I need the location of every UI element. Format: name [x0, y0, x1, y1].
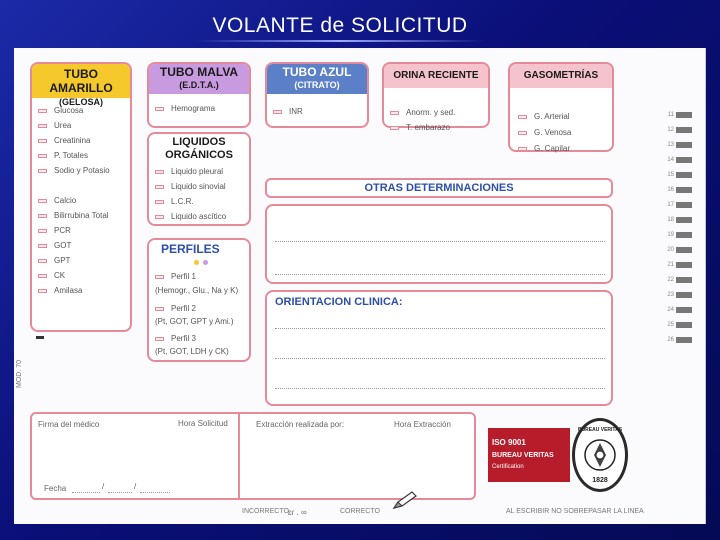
check-inr[interactable] [273, 107, 303, 116]
checkbox[interactable] [273, 110, 282, 114]
check-g-capilar[interactable] [518, 144, 570, 153]
incorrecto-label: INCORRECTO [242, 508, 289, 515]
panel-tubo-amarillo [30, 62, 132, 332]
checkbox[interactable] [38, 124, 47, 128]
item-label: Liquido ascítico [171, 212, 227, 221]
footer-divider [238, 414, 240, 498]
side-bar [676, 337, 692, 343]
pen-icon [392, 490, 418, 515]
check-liquido-pleural[interactable] [155, 167, 223, 176]
warning-text: AL ESCRIBIR NO SOBREPASAR LA LINEA [506, 508, 644, 515]
side-number: 25 [667, 322, 674, 328]
checkbox[interactable] [518, 115, 527, 119]
item-label: Amilasa [54, 286, 83, 295]
side-number: 23 [667, 292, 674, 298]
panel-tubo-azul-header [267, 64, 367, 94]
checkbox[interactable] [38, 259, 47, 263]
side-number: 13 [667, 142, 674, 148]
check-glucosa[interactable] [38, 106, 83, 115]
item-label: Perfil 3 [171, 334, 196, 343]
check-sodio-potasio[interactable] [38, 166, 110, 175]
bureau-veritas-seal [572, 418, 628, 492]
item-label: Calcio [54, 196, 77, 205]
check-creatinina[interactable] [38, 136, 90, 145]
side-number: 17 [667, 202, 674, 208]
side-number: 19 [667, 232, 674, 238]
item-label: GOT [54, 241, 72, 250]
mod-label: MOD. 70 [16, 359, 23, 388]
iso-line1: ISO 9001 [492, 438, 526, 447]
check-hemograma[interactable] [155, 104, 215, 113]
writing-line [275, 274, 605, 275]
side-bar [676, 157, 692, 163]
checkbox[interactable] [518, 147, 527, 151]
yellow-dot-icon [194, 260, 199, 265]
orientacion-title: ORIENTACION CLINICA: [275, 296, 403, 308]
side-bar [676, 277, 692, 283]
pen-svg [392, 490, 418, 510]
checkbox[interactable] [155, 215, 164, 219]
check-bilirrubina[interactable] [38, 211, 109, 220]
firma-medico-label: Firma del médico [38, 420, 100, 429]
item-label: Liquido sinovial [171, 182, 226, 191]
iso-line3: Certification [492, 464, 524, 470]
seal-year: 1828 [592, 477, 608, 484]
check-g-arterial[interactable] [518, 112, 570, 121]
checkbox[interactable] [390, 126, 399, 130]
side-bar [676, 247, 692, 253]
checkbox[interactable] [518, 131, 527, 135]
checkbox[interactable] [155, 107, 164, 111]
extraccion-label: Extracción realizada por: [256, 420, 345, 429]
orina-title: ORINA RECIENTE [384, 64, 488, 88]
panel-tubo-azul [265, 62, 369, 128]
checkbox[interactable] [38, 109, 47, 113]
check-p-totales[interactable] [38, 151, 88, 160]
item-label: Sodio y Potasio [54, 166, 110, 175]
perfiles-title: PERFILES [149, 240, 249, 258]
check-amilasa[interactable] [38, 286, 82, 295]
orientacion-input-area[interactable] [265, 290, 613, 406]
check-ck[interactable] [38, 271, 65, 280]
fecha-month-line[interactable] [108, 492, 132, 493]
checkbox[interactable] [155, 275, 164, 279]
checkbox[interactable] [38, 169, 47, 173]
correcto-label: CORRECTO [340, 508, 380, 515]
fecha-day-line[interactable] [72, 492, 100, 493]
side-bar [676, 262, 692, 268]
check-liquido-sinovial[interactable] [155, 182, 226, 191]
checkbox[interactable] [38, 274, 47, 278]
side-bar [676, 112, 692, 118]
checkbox[interactable] [155, 170, 164, 174]
item-label: Perfil 1 [171, 272, 196, 281]
item-label: P. Totales [54, 151, 88, 160]
check-perfil-3[interactable] [155, 334, 196, 343]
checkbox[interactable] [390, 111, 399, 115]
side-number: 21 [667, 262, 674, 268]
check-t-embarazo[interactable] [390, 123, 450, 132]
panel-perfiles [147, 238, 251, 362]
slide-title: VOLANTE de SOLICITUD [212, 14, 468, 37]
panel-tubo-amarillo-header [32, 64, 130, 107]
tubo-malva-title: TUBO MALVA [159, 65, 239, 79]
hora-solicitud-label: Hora Solicitud [178, 419, 228, 428]
otras-input-area[interactable] [265, 204, 613, 284]
side-bar [676, 142, 692, 148]
side-bar [676, 172, 692, 178]
side-number: 12 [667, 127, 674, 133]
checkbox[interactable] [155, 337, 164, 341]
item-label: Urea [54, 121, 72, 130]
check-g-venosa[interactable] [518, 128, 571, 137]
side-number: 22 [667, 277, 674, 283]
item-label: Perfil 2 [171, 304, 196, 313]
fecha-year-line[interactable] [140, 492, 170, 493]
side-number: 24 [667, 307, 674, 313]
check-got[interactable] [38, 241, 71, 250]
tubo-amarillo-subtitle: (GELOSA) [59, 97, 103, 107]
item-label: INR [289, 107, 303, 116]
request-form-sheet [14, 48, 706, 524]
item-label: G. Capilar [534, 144, 571, 153]
check-perfil-2[interactable] [155, 304, 196, 313]
title-underline [195, 40, 485, 42]
side-bar [676, 187, 692, 193]
item-label: L.C.R. [171, 197, 194, 206]
check-urea[interactable] [38, 121, 71, 130]
item-label: Creatinina [54, 136, 91, 145]
gasometrias-title: GASOMETRÍAS [510, 64, 612, 88]
checkbox[interactable] [38, 154, 47, 158]
panel-tubo-malva-header [149, 64, 249, 94]
check-liquido-ascitico[interactable] [155, 212, 226, 221]
hora-extraccion-label: Hora Extracción [394, 420, 451, 429]
writing-line [275, 388, 605, 389]
panel-orina [382, 62, 490, 132]
side-number: 26 [667, 337, 674, 343]
item-label: PCR [54, 226, 71, 235]
date-separator: / [134, 482, 137, 491]
item-label: CK [54, 271, 66, 280]
fecha-label: Fecha [44, 484, 67, 493]
iso-9001-logo [488, 428, 570, 482]
check-calcio[interactable] [38, 196, 76, 205]
tubo-malva-subtitle: (E.D.T.A.) [179, 80, 219, 90]
check-perfil-1[interactable] [155, 272, 196, 281]
writing-line [275, 328, 605, 329]
item-label: Hemograma [171, 104, 216, 113]
checkbox[interactable] [38, 199, 47, 203]
checkbox[interactable] [38, 139, 47, 143]
side-number: 15 [667, 172, 674, 178]
panel-liquidos [147, 132, 251, 226]
check-lcr[interactable] [155, 197, 194, 206]
liquidos-title: LIQUIDOS ORGÁNICOS [149, 134, 249, 162]
item-label: Glucosa [54, 106, 84, 115]
side-bar [676, 307, 692, 313]
incorrect-sample: ɛɾ . ∞ [288, 508, 307, 517]
date-separator: / [102, 482, 105, 491]
item-label: Bilirrubina Total [54, 211, 109, 220]
checkbox[interactable] [38, 289, 47, 293]
side-bar [676, 292, 692, 298]
iso-line2: BUREAU VERITAS [492, 452, 554, 459]
side-number: 14 [667, 157, 674, 163]
checkbox[interactable] [155, 185, 164, 189]
tubo-amarillo-title: TUBO AMARILLO [49, 67, 113, 95]
checkbox[interactable] [155, 200, 164, 204]
footer-signature-area [30, 412, 476, 500]
tubo-azul-title: TUBO AZUL [282, 65, 352, 79]
check-anorm-sed[interactable] [390, 108, 455, 117]
item-label: G. Venosa [534, 128, 572, 137]
seal-emblem-icon [580, 437, 620, 473]
item-label: G. Arterial [534, 112, 570, 121]
panel-gasometrias [508, 62, 614, 152]
item-label: Anorm. y sed. [406, 108, 456, 117]
side-number: 20 [667, 247, 674, 253]
writing-line [275, 358, 605, 359]
side-number: 18 [667, 217, 674, 223]
otras-header [265, 178, 613, 198]
side-number: 11 [667, 112, 674, 118]
item-label: GPT [54, 256, 71, 265]
item-label: T. embarazo [406, 123, 451, 132]
perfil-3-note: (Pt, GOT, LDH y CK) [155, 347, 229, 356]
perfil-2-note: (Pt, GOT, GPT y Ami.) [155, 317, 234, 326]
panel-tubo-malva [147, 62, 251, 128]
side-bar [676, 232, 692, 238]
item-label: Liquido pleural [171, 167, 224, 176]
tubo-azul-subtitle: (CITRATO) [294, 80, 340, 90]
violet-dot-icon [203, 260, 208, 265]
writing-line [275, 241, 605, 242]
otras-title: OTRAS DETERMINACIONES [364, 182, 514, 194]
checkbox[interactable] [38, 229, 47, 233]
checkbox[interactable] [38, 244, 47, 248]
seal-top-text: BUREAU VERITAS [577, 427, 623, 433]
checkbox[interactable] [38, 214, 47, 218]
side-bar [676, 322, 692, 328]
perfil-1-note: (Hemogr., Glu., Na y K) [155, 286, 239, 295]
checkbox[interactable] [155, 307, 164, 311]
black-mark [36, 336, 44, 339]
side-number: 16 [667, 187, 674, 193]
side-bar [676, 202, 692, 208]
side-bar [676, 127, 692, 133]
side-bar [676, 217, 692, 223]
check-gpt[interactable] [38, 256, 70, 265]
check-pcr[interactable] [38, 226, 71, 235]
